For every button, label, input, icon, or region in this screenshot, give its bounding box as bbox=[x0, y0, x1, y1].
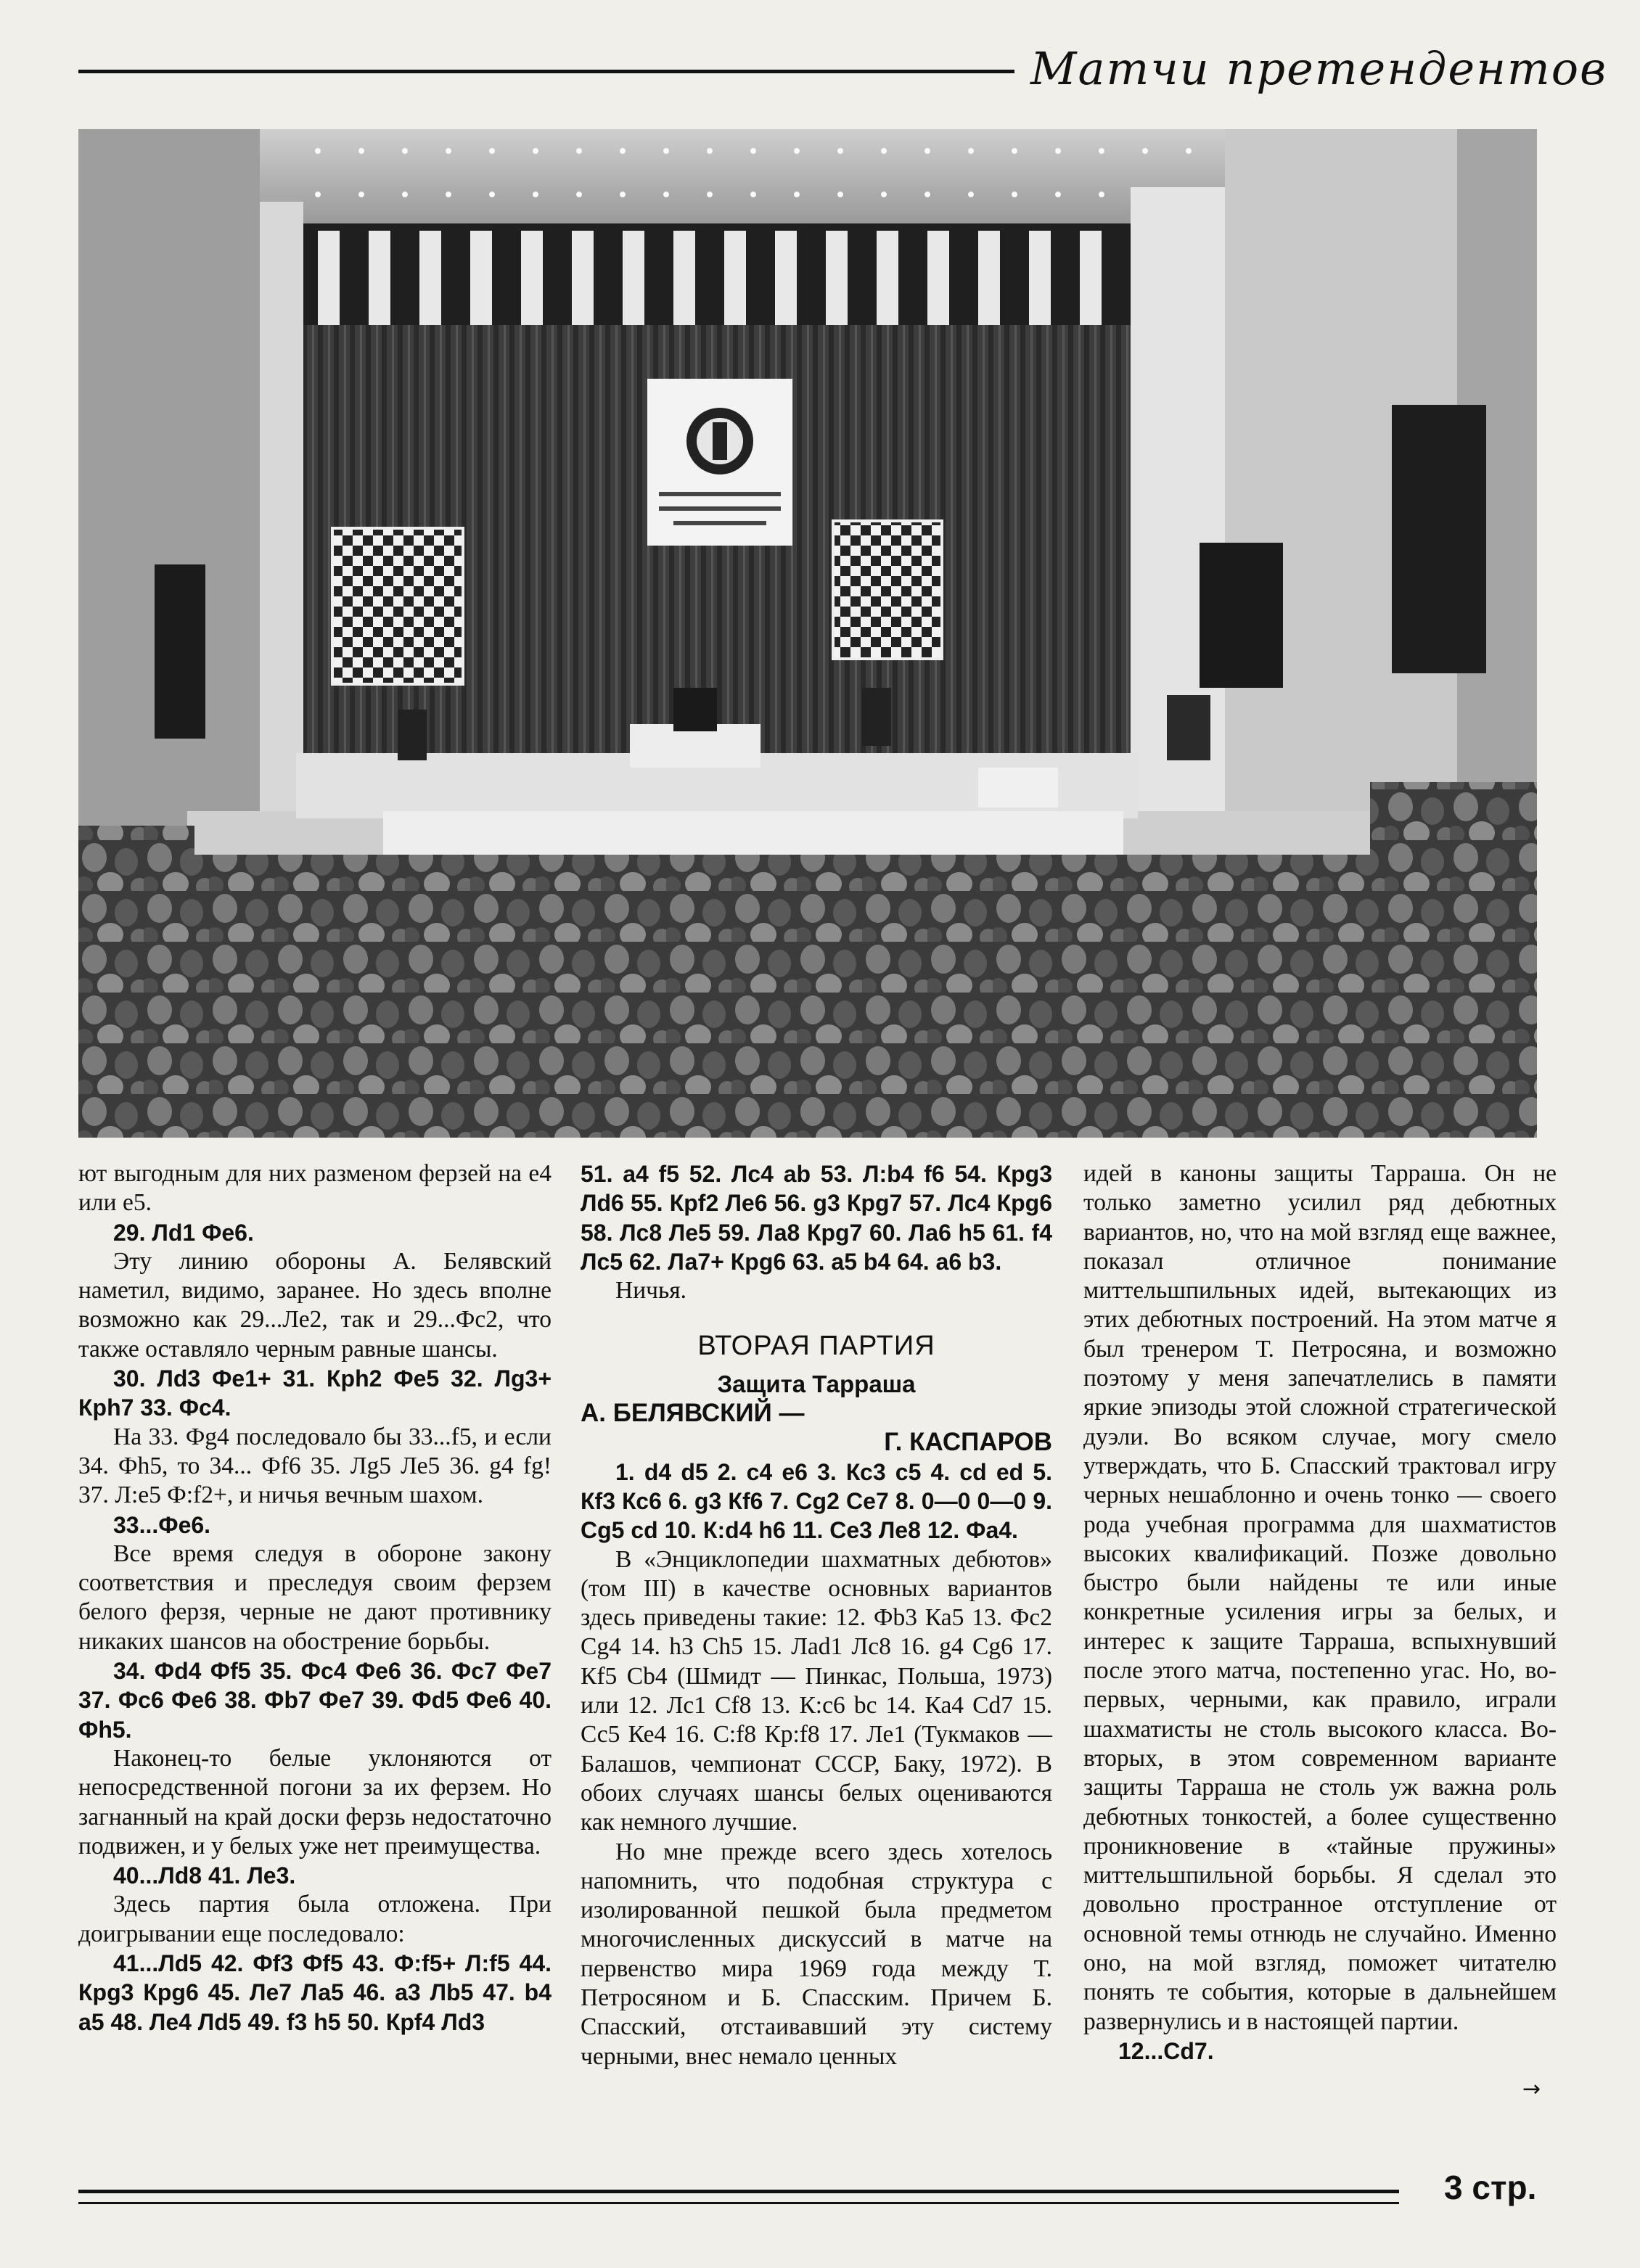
move-text: 29. Лd1 Фе6. bbox=[113, 1219, 254, 1246]
section-title: Матчи претендентов bbox=[1030, 42, 1608, 95]
result-text: Ничья. bbox=[615, 1277, 687, 1304]
paragraph: Эту линию обороны А. Белявский наметил, видимо, заранее. Но здесь вполне возможно как 29...Ле2, так и 29...Фс2, что также оставляло черным равные шансы. bbox=[78, 1247, 552, 1363]
paragraph: В «Энциклопедии шахматных дебютов» (том III) в качестве основных вариантов здесь приведены такие: 12. Фb3 Ка5 13. Фс2 Сg4 14. h3 Сh5 15. Лаd1 Лс8 16. g4 Сg6 17. Кf5 Сb4 (Шмидт — Пинкас, Польша, 1973) или 12. Лс1 Cf8 13. К:с6 bс 14. Ка4 Сd7 15. Сс5 Ке4 16. С:f8 Кр:f8 17. Ле1 (Тукмаков — Балашов, чемпионат СССР, Баку, 1972). В обоих случаях шансы белых оцениваются как немного лучшие. bbox=[581, 1545, 1052, 1836]
move-text: 41...Лd5 42. Фf3 Фf5 43. Ф:f5+ Л:f5 44. Крg3 Крg6 45. Ле7 Ла5 46. а3 Лb5 47. b4 а5 48. Ле4 Лd5 49. f3 h5 50. Крf4 Лd3 bbox=[78, 1950, 552, 2035]
move-text: 40...Лd8 41. Ле3. bbox=[113, 1862, 296, 1889]
footer-rule bbox=[78, 2190, 1399, 2193]
continue-arrow-icon: → bbox=[1522, 2076, 1541, 2102]
move-text: 30. Лd3 Фе1+ 31. Крh2 Фе5 32. Лg3+ Крh7 33. Фс4. bbox=[78, 1365, 552, 1421]
column-1 bbox=[78, 1159, 552, 2037]
black-player: Г. КАСПАРОВ bbox=[884, 1428, 1052, 1457]
hall-photo bbox=[78, 129, 1537, 1138]
footer-rule bbox=[78, 2202, 1399, 2204]
paragraph: Наконец-то белые уклоняются от непосредственной погони за их ферзем. Но загнанный на край доски ферзь недостаточно подвижен, и у белых уже нет преимущества. bbox=[78, 1744, 552, 1860]
opening-name: Защита Тарраша bbox=[717, 1370, 916, 1397]
white-player: А. БЕЛЯВСКИЙ — bbox=[581, 1399, 805, 1428]
header-rule bbox=[78, 70, 1014, 73]
move-text: 34. Фd4 Фf5 35. Фс4 Фе6 36. Фс7 Фе7 37. Фс6 Фе6 38. Фb7 Фе7 39. Фd5 Фе6 40. Фh5. bbox=[78, 1658, 552, 1743]
paragraph: Но мне прежде всего здесь хотелось напомнить, что подобная структура с изолированной пешкой была предметом многочисленных дискуссий в матче на первенство мира 1969 года между Т. Петросяном и Б. Спасским. Причем Б. Спасский, отстаивавший эту систему черными, внес немало ценных bbox=[581, 1838, 1052, 2070]
players bbox=[581, 1399, 1052, 1458]
move-text: 51. а4 f5 52. Лс4 аb 53. Л:b4 f6 54. Крg3 Лd6 55. Крf2 Ле6 56. g3 Крg7 57. Лс4 Крg6 58. Лс8 Ле5 59. Ла8 Крg7 60. Ла6 h5 61. f4 Лс5 62. Ла7+ Крg6 63. а5 b4 64. а6 b3. bbox=[581, 1161, 1052, 1275]
move-text: 12...Сd7. bbox=[1118, 2037, 1214, 2064]
hall-photo-icon bbox=[78, 129, 1537, 1138]
page-number: 3 стр. bbox=[1444, 2169, 1537, 2206]
move-text: 1. d4 d5 2. с4 е6 3. Кс3 с5 4. cd ed 5. Кf3 Кс6 6. g3 Кf6 7. Cg2 Се7 8. 0—0 0—0 9. Cg5 cd 10. К:d4 h6 11. Се3 Ле8 12. Фа4. bbox=[581, 1458, 1052, 1544]
paragraph: ют выгодным для них разменом ферзей на е4 или е5. bbox=[78, 1160, 552, 1217]
paragraph: Здесь партия была отложена. При доигрывании еще последовало: bbox=[78, 1891, 552, 1947]
column-3 bbox=[1083, 1159, 1557, 2066]
paragraph: Все время следуя в обороне закону соответствия и преследуя своим ферзем белого ферзя, черные не дают противнику никаких шансов на обострение борьбы. bbox=[78, 1540, 552, 1655]
paragraph: идей в каноны защиты Тарраша. Он не только заметно усилил ряд дебютных вариантов, но, что на мой взгляд еще важнее, показал отличное понимание миттельшпильных идей, вытекающих из этих дебютных построений. На этом матче я был тренером Т. Петросяна, и возможно поэтому у меня запечатлелись в памяти яркие эпизоды этой сложной стратегической дуэли. Во всяком случае, могу смело утверждать, что Б. Спасский трактовал игру черных нешаблонно и очень тонко — своего рода учебная программа для шахматистов высоких квалификаций. Позже довольно быстро были найдены те или иные конкретные усиления игры за белых, и интерес к защите Тарраша, вспыхнувший после этого матча, постепенно угас. Но, во-первых, черными, как правило, играли шахматисты не столь высокого класса. Во-вторых, в этом современном варианте защиты Тарраша не столь уж важна роль дебютных тонкостей, а более существенно проникновение в «тайные пружины» миттельшпильной борьбы. Я сделал это довольно пространное отступление от основной темы отнюдь не случайно. Именно оно, на мой взгляд, поможет читателю понять те события, которые в дальнейшем развернулись и в настоящей партии. bbox=[1083, 1160, 1557, 2035]
paragraph: На 33. Фg4 последовало бы 33...f5, и если 34. Фh5, то 34... Фf6 35. Лg5 Ле5 36. g4 fg! 37. Л:е5 Ф:f2+, и ничья вечным шахом. bbox=[78, 1423, 552, 1509]
game-title: ВТОРАЯ ПАРТИЯ bbox=[697, 1331, 935, 1362]
column-2 bbox=[581, 1159, 1052, 2071]
move-text: 33...Фе6. bbox=[113, 1511, 211, 1538]
